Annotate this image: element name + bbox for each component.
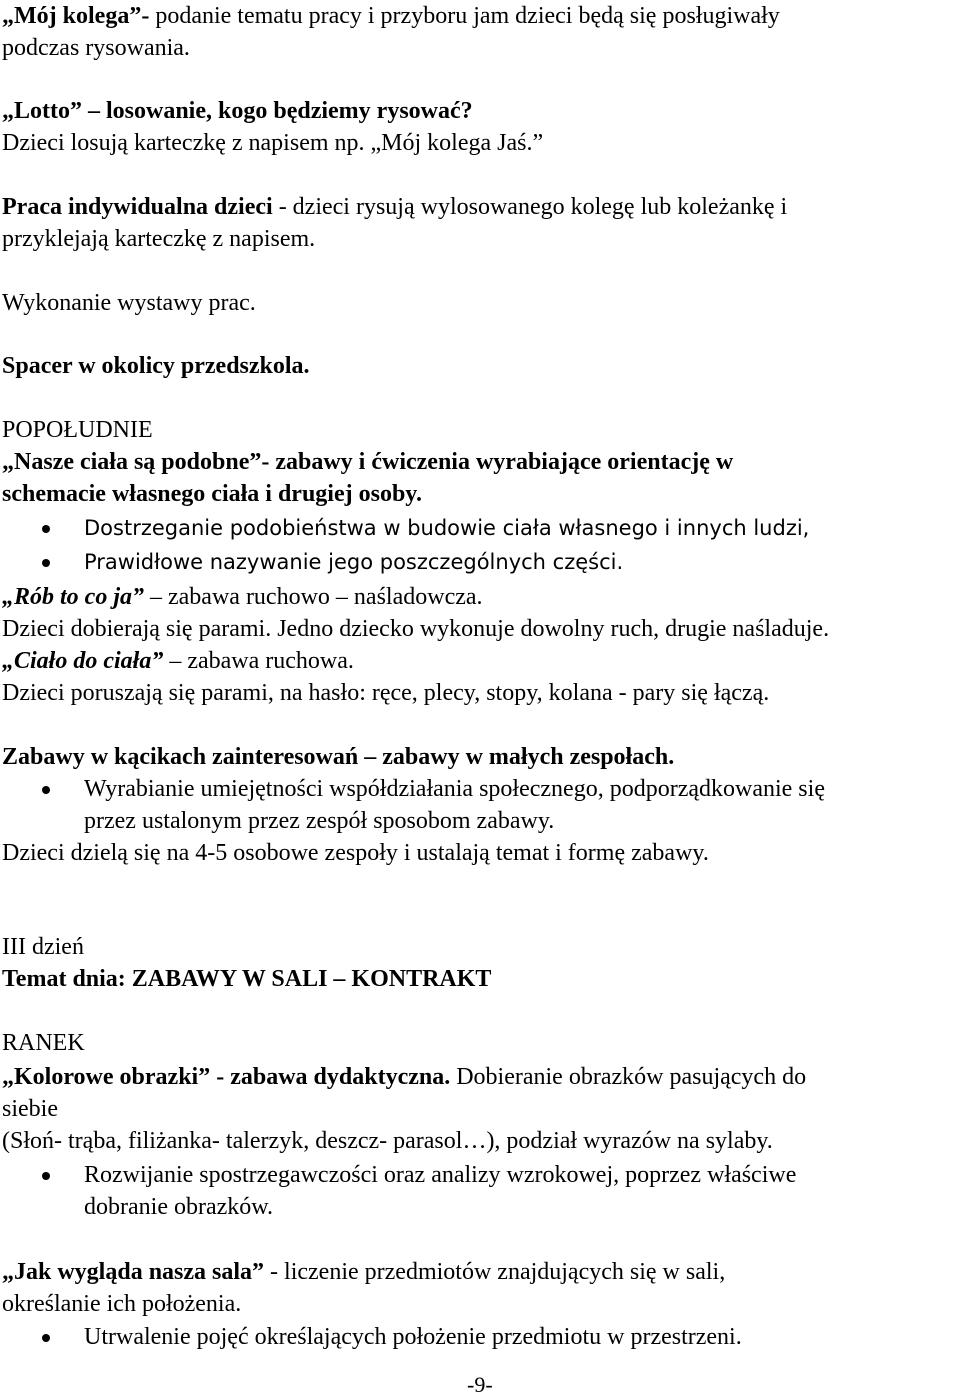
text-line: przyklejają karteczkę z napisem. [2, 226, 316, 252]
list-item-text: Prawidłowe nazywanie jego poszczególnych części. [84, 550, 624, 574]
text-line: (Słoń- trąba, filiżanka- talerzyk, deszcz- parasol…), podział wyrazów na sylaby. [2, 1128, 773, 1154]
bullet-icon [42, 1334, 50, 1342]
section-heading-ranek: RANEK [2, 1030, 85, 1056]
text-line: siebie [2, 1096, 58, 1122]
text-line: Dzieci dzielą się na 4-5 osobowe zespoły i ustalają temat i formę zabawy. [2, 840, 709, 866]
paragraph-jak-wyglada [2, 1256, 725, 1288]
day-topic: Temat dnia: ZABAWY W SALI – KONTRAKT [2, 966, 492, 992]
game-title: „Rób to co ja” [2, 584, 144, 610]
list-item-text: Dostrzeganie podobieństwa w budowie ciała własnego i innych ludzi, [84, 516, 810, 540]
paragraph-kolorowe [2, 1061, 806, 1093]
text-line: podczas rysowania. [2, 35, 190, 61]
game-title: „Ciało do ciała” [2, 648, 164, 674]
section-heading-popoludnie: POPOŁUDNIE [2, 417, 153, 443]
topic-desc: - dzieci rysują wylosowanego kolegę lub koleżankę i [272, 194, 788, 220]
text-line: Dzieci poruszają się parami, na hasło: ręce, plecy, stopy, kolana - pary się łączą. [2, 680, 770, 706]
topic-title-cont: schemacie własnego ciała i drugiej osoby. [2, 481, 422, 507]
day-label: III dzień [2, 934, 84, 960]
game-desc: – zabawa ruchowa. [163, 648, 354, 674]
paragraph-praca [2, 191, 787, 223]
text-line: Dzieci losują karteczkę z napisem np. „Mój kolega Jaś.” [2, 130, 544, 156]
bullet-icon [42, 525, 50, 533]
bullet-icon [42, 1172, 50, 1180]
paragraph-rob-to [2, 581, 483, 613]
list-item-text-cont: przez ustalonym przez zespół sposobom zabawy. [84, 808, 555, 834]
text-line: określanie ich położenia. [2, 1291, 242, 1317]
topic-title-kaciki: Zabawy w kącikach zainteresowań – zabawy w małych zespołach. [2, 744, 675, 770]
topic-title-nasze-ciala: „Nasze ciała są podobne”- zabawy i ćwiczenia wyrabiające orientację w [2, 449, 734, 475]
paragraph-cialo [2, 645, 354, 677]
list-item-text: Utrwalenie pojęć określających położenie przedmiotu w przestrzeni. [84, 1324, 742, 1350]
topic-title: Praca indywidualna dzieci [2, 194, 273, 220]
topic-title: „Kolorowe obrazki” - zabawa dydaktyczna. [2, 1064, 451, 1090]
bullet-icon [42, 559, 50, 567]
text-line: Wykonanie wystawy prac. [2, 290, 256, 316]
list-item-text: Wyrabianie umiejętności współdziałania społecznego, podporządkowanie się [84, 776, 825, 802]
topic-title-lotto: „Lotto” – losowanie, kogo będziemy rysować? [2, 98, 473, 124]
topic-desc: - liczenie przedmiotów znajdujących się w sali, [264, 1259, 726, 1285]
list-item-text: Rozwijanie spostrzegawczości oraz analizy wzrokowej, poprzez właściwe [84, 1162, 797, 1188]
topic-title-spacer: Spacer w okolicy przedszkola. [2, 353, 310, 379]
list-item-text-cont: dobranie obrazków. [84, 1194, 274, 1220]
bullet-icon [42, 786, 50, 794]
topic-title: „Mój kolega”- [2, 3, 150, 29]
page-number: -9- [467, 1372, 493, 1397]
text-line: Dzieci dobierają się parami. Jedno dziecko wykonuje dowolny ruch, drugie naśladuje. [2, 616, 830, 642]
paragraph-moj-kolega [2, 0, 780, 32]
game-desc: – zabawa ruchowo – naśladowcza. [144, 584, 483, 610]
topic-title: „Jak wygląda nasza sala” [2, 1259, 265, 1285]
topic-desc: Dobieranie obrazków pasujących do [450, 1064, 807, 1090]
topic-desc: podanie tematu pracy i przyboru jam dzieci będą się posługiwały [149, 3, 780, 29]
